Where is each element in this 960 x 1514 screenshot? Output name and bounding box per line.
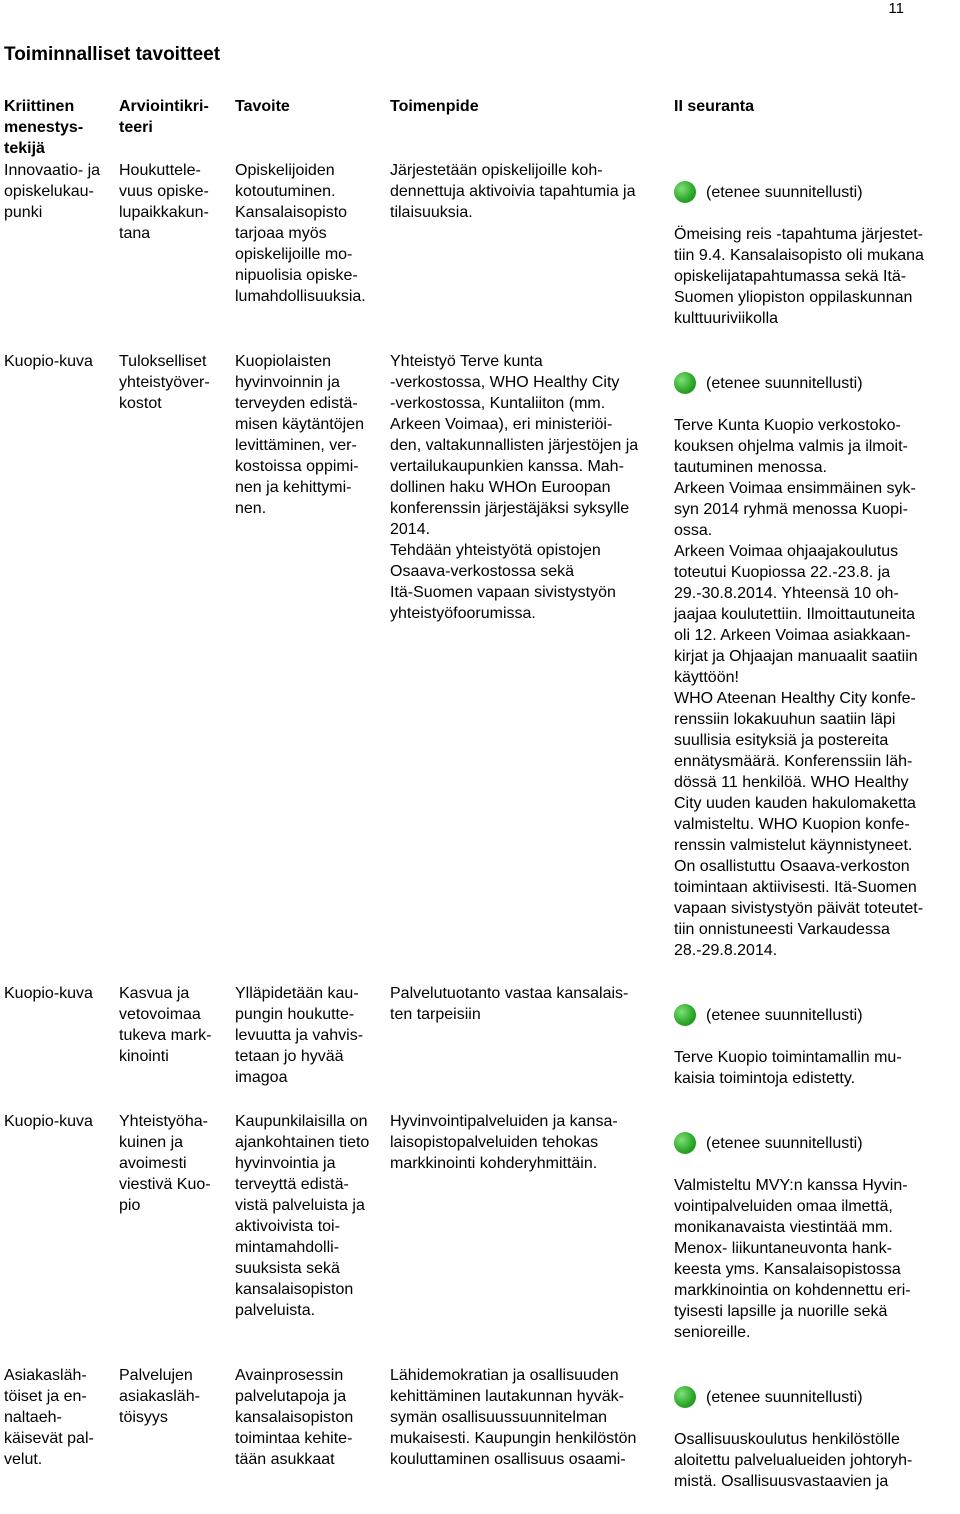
cell-followup — [674, 351, 960, 983]
green-status-dot-icon — [674, 1132, 696, 1154]
cell-factor: Kuopio-kuva — [4, 351, 119, 983]
header-goal: Tavoite — [235, 96, 390, 160]
cell-goal: Kaupunkilaisilla on ajankohtainen tieto hyvinvointia ja terveyttä edistä- vistä palveluista ja aktivoivista toi- mintamahdolli- suuksista sekä kansalaisopiston palveluista. — [235, 1111, 390, 1365]
cell-action: Hyvinvointipalveluiden ja kansa- laisopistopalveluiden tehokas markkinointi kohderyhmittäin. — [390, 1111, 674, 1365]
cell-factor: Asiakasläh- töiset ja en- naltaeh- käisevät pal- velut. — [4, 1365, 119, 1514]
table-row — [4, 1365, 960, 1514]
status-indicator — [674, 1386, 957, 1408]
cell-action: Lähidemokratian ja osallisuuden kehittäminen lautakunnan hyväk- symän osallisuussuunnitelman mukaisesti. Kaupungin henkilöstön kouluttaminen osallisuus osaami- — [390, 1365, 674, 1514]
cell-factor: Innovaatio- ja opiskelukau- punki — [4, 160, 119, 351]
cell-criterion: Tulokselliset yhteistyöver- kostot — [119, 351, 235, 983]
cell-criterion: Palvelujen asiakasläh- töisyys — [119, 1365, 235, 1514]
page-heading: Toiminnalliset tavoitteet — [4, 44, 221, 65]
cell-followup — [674, 1365, 960, 1514]
followup-text: Ömeising reis -tapahtuma järjestet- tiin 9.4. Kansalaisopisto oli mukana opiskelijatapahtumassa sekä Itä- Suomen yliopiston oppilaskunnan kulttuuriviikolla — [674, 226, 924, 327]
cell-followup — [674, 160, 960, 351]
status-label: (etenee suunnitellusti) — [706, 1135, 863, 1152]
status-label: (etenee suunnitellusti) — [706, 1389, 863, 1406]
status-label: (etenee suunnitellusti) — [706, 1007, 863, 1024]
status-indicator — [674, 372, 957, 394]
cell-criterion: Kasvua ja vetovoimaa tukeva mark- kinointi — [119, 983, 235, 1111]
table-row — [4, 351, 960, 983]
green-status-dot-icon — [674, 181, 696, 203]
table-row — [4, 160, 960, 351]
green-status-dot-icon — [674, 1004, 696, 1026]
cell-action: Järjestetään opiskelijoille koh- dennettuja aktivoivia tapahtumia ja tilaisuuksia. — [390, 160, 674, 351]
table-header-row — [4, 96, 960, 160]
cell-factor: Kuopio-kuva — [4, 983, 119, 1111]
page-number: 11 — [888, 0, 904, 17]
table-row — [4, 983, 960, 1111]
cell-followup — [674, 1111, 960, 1365]
status-label: (etenee suunnitellusti) — [706, 184, 863, 201]
status-indicator — [674, 181, 957, 203]
status-indicator — [674, 1004, 957, 1026]
cell-factor: Kuopio-kuva — [4, 1111, 119, 1365]
followup-text: Valmisteltu MVY:n kanssa Hyvin- vointipalveluiden omaa ilmettä, monikanavaista viestintää mm. Menox- liikuntaneuvonta hank- keesta yms. Kansalaisopistossa markkinointia on kohdennettu eri- tyisesti lapsille ja nuorille sekä senioreille. — [674, 1177, 911, 1341]
green-status-dot-icon — [674, 372, 696, 394]
cell-goal: Avainprosessin palvelutapoja ja kansalaisopiston toimintaa kehite- tään asukkaat — [235, 1365, 390, 1514]
cell-criterion: Yhteistyöha- kuinen ja avoimesti viestivä Kuo- pio — [119, 1111, 235, 1365]
cell-goal: Opiskelijoiden kotoutuminen. Kansalaisopisto tarjoaa myös opiskelijoille mo- nipuolisia opiske- lumahdollisuuksia. — [235, 160, 390, 351]
status-indicator — [674, 1132, 957, 1154]
followup-text: Osallisuuskoulutus henkilöstölle aloitettu palvelualueiden johtoryh- mistä. Osallisuusvastaavien ja — [674, 1431, 913, 1490]
status-label: (etenee suunnitellusti) — [706, 375, 863, 392]
header-critical-success-factor: Kriittinen menestys-tekijä — [4, 96, 119, 160]
header-action: Toimenpide — [390, 96, 674, 160]
objectives-table — [3, 95, 960, 1514]
cell-followup — [674, 983, 960, 1111]
cell-criterion: Houkuttele- vuus opiske- lupaikkakun- tana — [119, 160, 235, 351]
cell-goal: Ylläpidetään kau- pungin houkutte- levuutta ja vahvis- tetaan jo hyvää imagoa — [235, 983, 390, 1111]
cell-action: Palvelutuotanto vastaa kansalais- ten tarpeisiin — [390, 983, 674, 1111]
followup-text: Terve Kuopio toimintamallin mu- kaisia toimintoja edistetty. — [674, 1049, 902, 1087]
cell-goal: Kuopiolaisten hyvinvoinnin ja terveyden edistä- misen käytäntöjen levittäminen, ver- kostoissa oppimi- nen ja kehittymi- nen. — [235, 351, 390, 983]
header-followup: II seuranta — [674, 96, 960, 160]
header-evaluation-criterion: Arviointikri-teeri — [119, 96, 235, 160]
green-status-dot-icon — [674, 1386, 696, 1408]
cell-action: Yhteistyö Terve kunta -verkostossa, WHO Healthy City -verkostossa, Kuntaliiton (mm. Arkeen Voimaa), eri ministeriöi- den, valtakunnallisten järjestöjen ja vertailukaupunkien kanssa. Mah- dollinen haku WHOn Euroopan konferenssin järjestäjäksi syksylle 2014. Tehdään yhteistyötä opistojen Osaava-verkostossa sekä Itä-Suomen vapaan sivistystyön yhteistyöfoorumissa. — [390, 351, 674, 983]
followup-text: Terve Kunta Kuopio verkostoko- kouksen ohjelma valmis ja ilmoit- tautuminen menossa. Arkeen Voimaa ensimmäinen syk- syn 2014 ryhmä menossa Kuopi- ossa. Arkeen Voimaa ohjaajakoulutus toteutui Kuopiossa 22.-23.8. ja 29.-30.8.2014. Yhteensä 10 oh- jaajaa koulutettiin. Ilmoittautuneita oli 12. Arkeen Voimaa asiakkaan- kirjat ja Ohjaajan manuaalit saatiin käyttöön! WHO Ateenan Healthy City konfe- renssiin lokakuuhun saatiin läpi suullisia esityksiä ja postereita ennätysmäärä. Konferenssiin läh- dössä 11 henkilöä. WHO Healthy City uuden kauden hakulomaketta valmisteltu. WHO Kuopion konfe- renssin valmistelut käynnistyneet. On osallistuttu Osaava-verkoston toimintaan aktiivisesti. Itä-Suomen vapaan sivistystyön päivät toteutet- tiin onnistuneesti Varkaudessa 28.-29.8.2014. — [674, 417, 924, 959]
table-row — [4, 1111, 960, 1365]
